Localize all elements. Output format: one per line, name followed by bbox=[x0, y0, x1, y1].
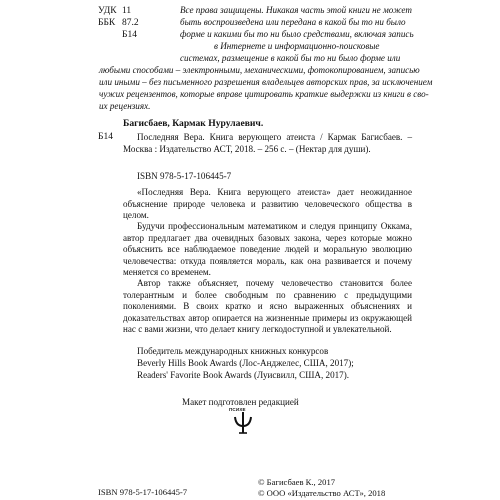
rights-line: системах, размещение в какой бы то ни было форме или bbox=[180, 53, 401, 63]
rights-line: быть воспроизведена или передана в какой бы то ни было bbox=[180, 17, 406, 27]
code-value: Б14 bbox=[122, 30, 137, 40]
award-item: Readers' Favorite Book Awards (Луисвилл, США, 2017). bbox=[137, 370, 350, 380]
rights-line: или иными – без письменного разрешения владельцев авторских прав, за исключением bbox=[99, 77, 433, 87]
rights-line: любыми способами – электронными, механическими, фотокопированием, записью bbox=[99, 65, 420, 75]
copyright-publisher: © ООО «Издательство АСТ», 2018 bbox=[258, 488, 386, 498]
isbn-line: ISBN 978-5-17-106445-7 bbox=[137, 171, 232, 181]
emblem-caption: ПСИХЕ bbox=[229, 407, 246, 412]
bibliographic-description: Последняя Вера. Книга верующего атеиста / Кармак Багисбаев. – Москва : Издательство АСТ, 2018. – 256 с. – (Нектар для души). bbox=[123, 132, 412, 154]
psi-icon bbox=[232, 409, 254, 435]
rights-line: чужих рецензентов, которые вправе цитировать краткие выдержки из книги в сво- bbox=[99, 89, 429, 99]
awards-intro: Победитель международных книжных конкурсов bbox=[137, 346, 329, 356]
bbk-value: 87.2 bbox=[122, 18, 139, 28]
layout-note: Макет подготовлен редакцией bbox=[182, 397, 299, 407]
rights-line: в Интернете и информационно-поисковые bbox=[214, 41, 380, 51]
annotation-paragraph: Автор также объясняет, почему человечество становится более толерантным и более свободным по сравнению с предыдущими поколениями. В своих кратко и ясно выраженных объяснениях и доказательствах автор опирается на жизненные примеры из окружающей нас с вами жизни, что делает книгу легкодоступной и увлекательной. bbox=[123, 278, 412, 335]
udk-label: УДК bbox=[98, 6, 117, 16]
copyright-author: © Багисбаев К., 2017 bbox=[258, 477, 336, 487]
rights-line: Все права защищены. Никакая часть этой книги не может bbox=[180, 5, 412, 15]
bbk-label: ББК bbox=[98, 18, 116, 28]
udk-value: 11 bbox=[122, 6, 132, 16]
footer-isbn: ISBN 978-5-17-106445-7 bbox=[98, 487, 188, 497]
annotation-paragraph: Будучи профессиональным математиком и следуя принципу Оккама, автор предлагает два очевидных базовых закона, через которые можно объяснить все наблюдаемое поведение людей и моральную эволюцию человечества: откуда появляется мораль, как она развивается и почему меняется со временем. bbox=[123, 221, 412, 278]
rights-line: форме и какими бы то ни было средствами, включая запись bbox=[180, 29, 414, 39]
rights-line: их рецензиях. bbox=[99, 101, 151, 111]
bibliographic-code: Б14 bbox=[98, 132, 113, 142]
award-item: Beverly Hills Book Awards (Лос-Анджелес, США, 2017); bbox=[137, 358, 354, 368]
author-name: Багисбаев, Кармак Нурулаевич. bbox=[123, 118, 264, 129]
annotation-paragraph: «Последняя Вера. Книга верующего атеиста» дает неожиданное объяснение природе человека и развитию человеческого общества в целом. bbox=[123, 187, 412, 221]
